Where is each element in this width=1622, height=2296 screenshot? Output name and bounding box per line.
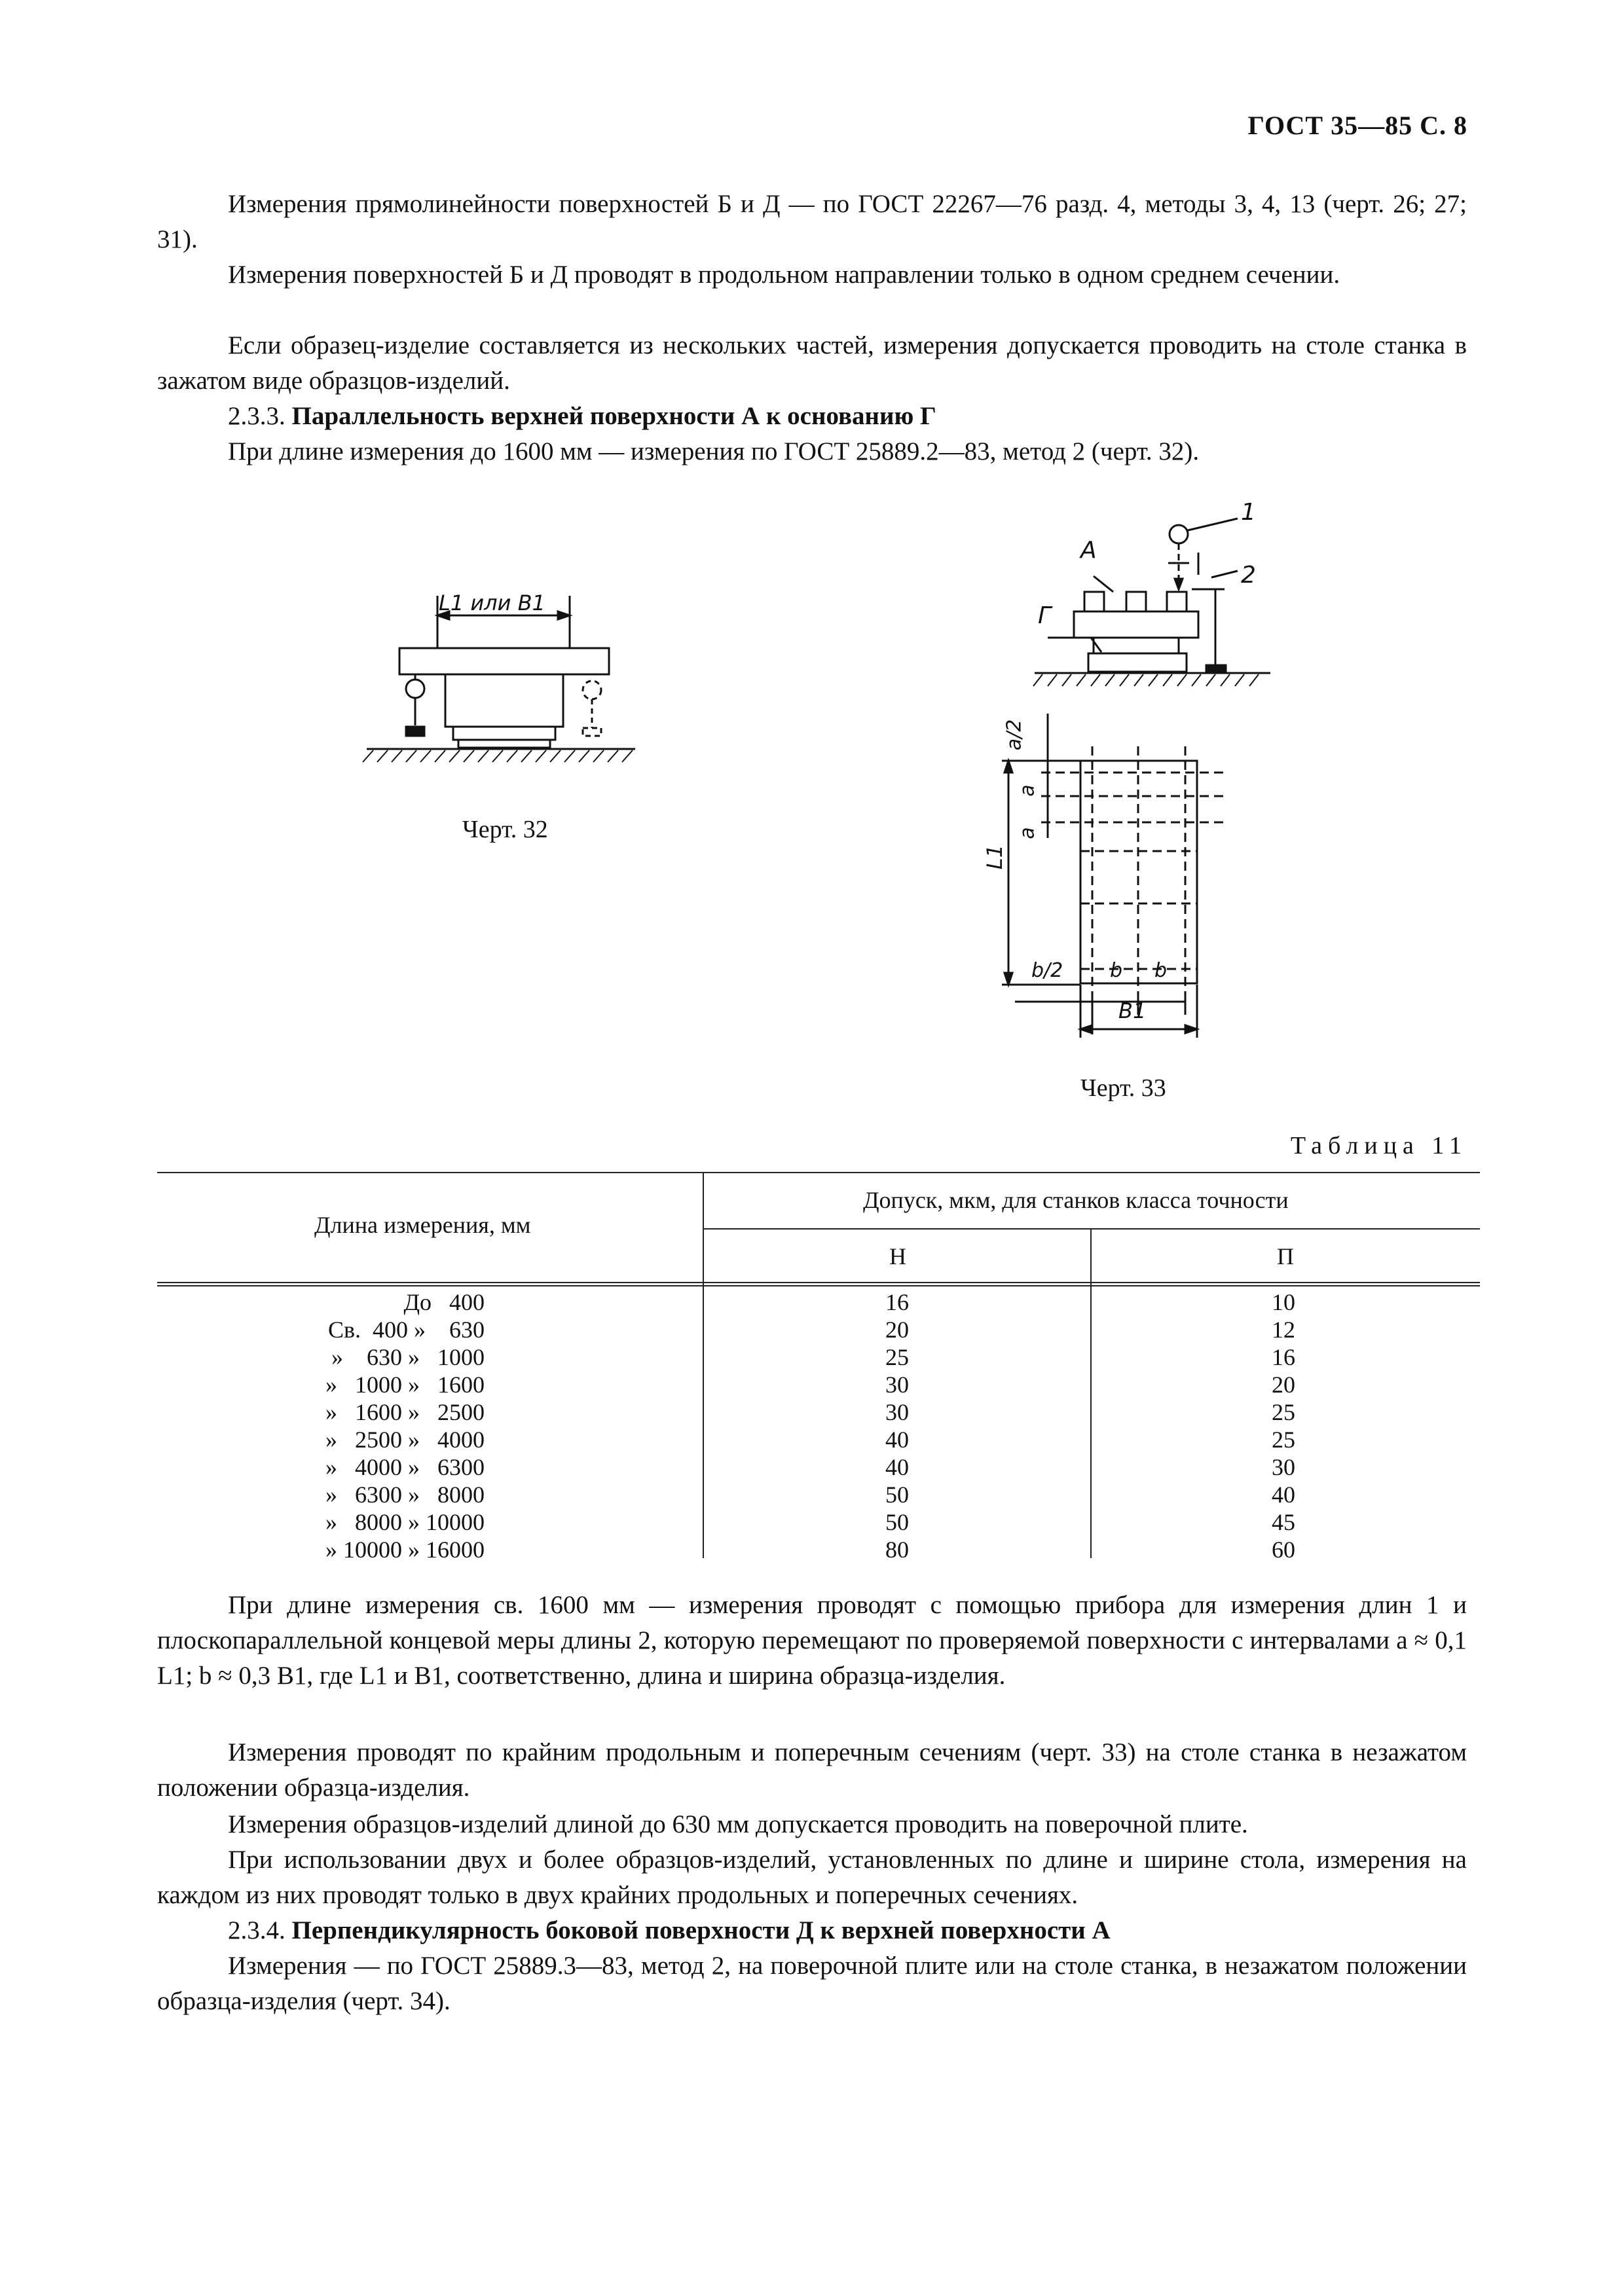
table-cell: 40	[885, 1454, 909, 1480]
figure-33-label-a: a	[1016, 784, 1039, 797]
paragraph-parts	[157, 328, 1467, 399]
paragraph-text: При длине измерения св. 1600 мм — измерения проводят с помощью прибора для измерения длин 1 и плоскопараллельной концевой меры длины 2, которую перемещают по проверяемой поверхности с интервалами a ≈ 0,1 L1; b ≈ 0,3 B1, где L1 и B1, соответственно, длина и ширина образца-изделия.	[157, 1591, 1467, 1690]
table-cell: До 400	[403, 1289, 485, 1315]
table-header-class-n: Н	[889, 1243, 906, 1269]
table-col-divider-1	[703, 1172, 704, 1558]
table-cell: 80	[885, 1537, 909, 1563]
table-p-column	[1238, 1288, 1329, 1563]
table-cell: » 1000 » 1600	[325, 1372, 485, 1398]
table-cell: » 8000 » 10000	[325, 1509, 485, 1535]
table-header-length: Длина измерения, мм	[314, 1212, 531, 1238]
table-cell: 30	[885, 1372, 909, 1398]
table-header-tolerance: Допуск, мкм, для станков класса точности	[863, 1187, 1289, 1213]
table-cell: 25	[885, 1344, 909, 1370]
section-number: 2.3.4.	[228, 1916, 286, 1944]
table-cell: 30	[1272, 1454, 1295, 1480]
page-header: ГОСТ 35—85 С. 8	[1247, 111, 1467, 140]
paragraph-over-1600	[157, 1588, 1467, 1694]
table-cell: 40	[1272, 1482, 1295, 1508]
figure-33-label-1: 1	[1241, 499, 1256, 526]
figure-33-label-a-half: a/2	[1003, 719, 1026, 751]
table-cell: 40	[885, 1427, 909, 1453]
paragraph-sections	[157, 1735, 1467, 1806]
table-cell: Св. 400 » 630	[327, 1317, 485, 1343]
section-number: 2.3.3.	[228, 402, 286, 430]
table-length-column	[249, 1288, 485, 1563]
table-cell: 16	[1272, 1344, 1295, 1370]
figure-33-caption: Черт. 33	[1080, 1074, 1166, 1102]
section-title: Перпендикулярность боковой поверхности Д к верхней поверхности А	[291, 1916, 1111, 1944]
section-title: Параллельность верхней поверхности А к основанию Г	[291, 402, 936, 430]
table-cell: » 6300 » 8000	[325, 1482, 485, 1508]
table-title: Таблица 11	[1290, 1132, 1467, 1159]
figure-33-plan-grid	[976, 707, 1251, 1048]
figure-33-label-g-base: Г	[1038, 602, 1052, 629]
table-cell: 50	[885, 1482, 909, 1508]
paragraph-630	[157, 1807, 1467, 1842]
figure-33-label-b-second: b	[1154, 959, 1168, 982]
table-cell: 45	[1272, 1509, 1295, 1535]
table-cell: » 1600 » 2500	[325, 1399, 485, 1425]
paragraph-text: Измерения проводят по крайним продольным и поперечным сечениям (черт. 33) на столе станка в незажатом положении образца-изделия.	[157, 1738, 1467, 1802]
paragraph-text: Измерения — по ГОСТ 25889.3—83, метод 2, на поверочной плите или на столе станка, в незажатом положении образца-изделия (черт. 34).	[157, 1952, 1467, 2015]
table-cell: 60	[1272, 1537, 1295, 1563]
table-cell: » 2500 » 4000	[325, 1427, 485, 1453]
table-cell: » 10000 » 16000	[325, 1537, 485, 1563]
figure-32-dimension-label: L1 или B1	[439, 591, 545, 615]
figure-33-label-b: b	[1110, 959, 1123, 982]
table-cell: 10	[1272, 1289, 1295, 1315]
table-cell: 12	[1272, 1317, 1295, 1343]
table-cell: 50	[885, 1509, 909, 1535]
paragraph-text: Измерения образцов-изделий длиной до 630 мм допускается проводить на поверочной плите.	[228, 1810, 1248, 1838]
paragraph-text: Если образец-изделие составляется из нескольких частей, измерения допускается проводить на столе станка в зажатом виде образцов-изделий.	[157, 331, 1467, 395]
table-cell: 20	[885, 1317, 909, 1343]
paragraph-text: При использовании двух и более образцов-изделий, установленных по длине и ширине стола, измерения на каждом из них проводят только в двух крайних продольных и поперечных сечениях.	[157, 1846, 1467, 1909]
table-cell: » 4000 » 6300	[325, 1454, 485, 1480]
table-header-class-p: П	[1277, 1243, 1294, 1269]
table-cell: 25	[1272, 1427, 1295, 1453]
table-cell: 30	[885, 1399, 909, 1425]
paragraph-text: Измерения прямолинейности поверхностей Б и Д — по ГОСТ 22267—76 разд. 4, методы 3, 4, 13 (черт. 26; 27; 31).	[157, 190, 1467, 253]
figure-33-label-l1: L1	[982, 844, 1008, 870]
table-cell: 20	[1272, 1372, 1295, 1398]
figure-33-label-a-surface: А	[1080, 537, 1097, 564]
table-header-bottom-rule	[157, 1282, 1480, 1283]
figure-33-label-b1: B1	[1118, 998, 1147, 1023]
figure-33-label-a-second: a	[1016, 827, 1039, 839]
table-col-divider-2	[1090, 1228, 1092, 1558]
figure-32-caption: Черт. 32	[462, 816, 548, 843]
table-cell: 25	[1272, 1399, 1295, 1425]
table-cell: 16	[885, 1289, 909, 1315]
paragraph-text: При длине измерения до 1600 мм — измерения по ГОСТ 25889.2—83, метод 2 (черт. 32).	[228, 437, 1200, 465]
table-cell: » 630 » 1000	[331, 1344, 485, 1370]
figure-33-label-b-half: b/2	[1031, 959, 1063, 982]
table-top-rule	[157, 1172, 1480, 1173]
section-2-3-3-heading	[157, 399, 1467, 434]
figure-33-side-view	[1028, 498, 1277, 694]
paragraph-text: Измерения поверхностей Б и Д проводят в продольном направлении только в одном среднем сечении.	[228, 261, 1340, 289]
paragraph-surfaces	[157, 257, 1467, 293]
paragraph-method-2	[157, 434, 1467, 469]
paragraph-perpendicularity	[157, 1948, 1467, 2019]
paragraph-straightness	[157, 187, 1467, 257]
figure-33-label-2: 2	[1241, 562, 1256, 589]
table-n-column	[851, 1288, 943, 1563]
section-2-3-4-heading	[157, 1913, 1467, 1948]
paragraph-multiple	[157, 1842, 1467, 1913]
table-header-bottom-rule-double	[157, 1285, 1480, 1286]
